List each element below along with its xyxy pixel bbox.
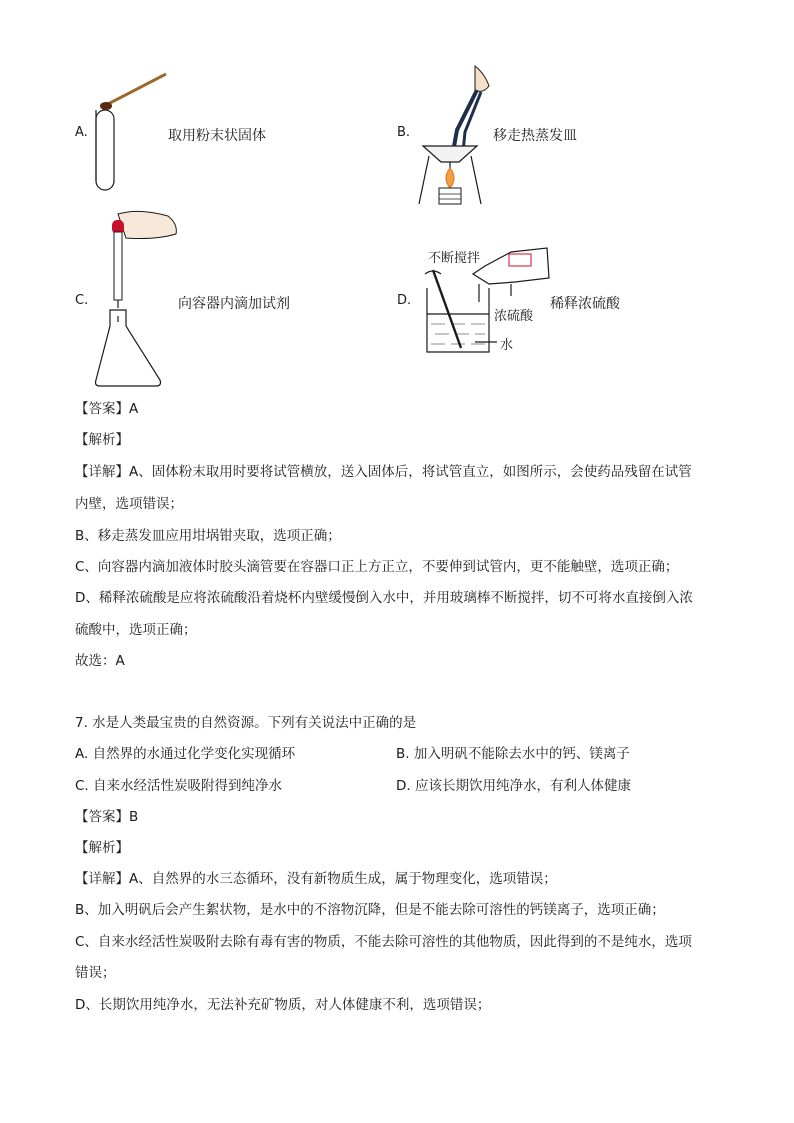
option-c-caption: 向容器内滴加试剂 (178, 296, 290, 312)
option-b-letter: B. (397, 125, 411, 140)
option-a-letter: A. (75, 125, 88, 140)
q7-choice-c: C. 自来水经活性炭吸附得到纯净水 (75, 778, 283, 794)
water-label: 水 (500, 338, 514, 353)
q7-analysis-heading: 【解析】 (75, 840, 129, 856)
option-c-letter: C. (75, 293, 89, 308)
stir-label: 不断搅拌 (428, 251, 481, 266)
q6-detail-line: 【详解】A、固体粉末取用时要将试管横放，送入固体后，将试管直立，如图所示，会使药品残留在试管 (75, 464, 692, 480)
q7-detail-line: B、加入明矾后会产生絮状物，是水中的不溶物沉降，但是不能去除可溶性的钙镁离子，选项正确； (75, 902, 665, 918)
q7-detail-line: 【详解】A、自然界的水三态循环，没有新物质生成，属于物理变化，选项错误； (75, 871, 557, 887)
q7-choice-b: B. 加入明矾不能除去水中的钙、镁离子 (396, 746, 630, 762)
q7-detail-line: D、长期饮用纯净水，无法补充矿物质，对人体健康不利，选项错误； (75, 997, 491, 1013)
q7-choice-d: D. 应该长期饮用纯净水，有利人体健康 (396, 778, 631, 794)
option-b-caption: 移走热蒸发皿 (493, 128, 577, 144)
q7-stem: 7. 水是人类最宝贵的自然资源。下列有关说法中正确的是 (75, 715, 417, 731)
q6-detail-line: B、移走蒸发皿应用坩埚钳夹取，选项正确； (75, 528, 341, 544)
test-tube-spatula-figure (88, 68, 178, 198)
dropper-flask-figure (90, 210, 182, 390)
q6-detail-line: 内壁，选项错误； (75, 496, 183, 512)
q6-detail-line: C、向容器内滴加液体时胶头滴管要在容器口正上方正立，不要伸到试管内，更不能触壁，选项正确； (75, 559, 679, 575)
q6-analysis-heading: 【解析】 (75, 432, 129, 448)
evaporating-dish-tripod-figure (415, 60, 495, 208)
q7-answer: 【答案】B (75, 809, 139, 825)
q7-detail-line: 错误； (75, 965, 116, 981)
option-d-caption: 稀释浓硫酸 (550, 296, 620, 312)
q6-detail-line: D、稀释浓硫酸是应将浓硫酸沿着烧杯内壁缓慢倒入水中，并用玻璃棒不断搅拌，切不可将水直接倒入浓 (75, 590, 693, 606)
q6-answer: 【答案】A (75, 401, 139, 417)
q7-choice-a: A. 自然界的水通过化学变化实现循环 (75, 746, 296, 762)
option-d-letter: D. (397, 293, 412, 308)
q6-detail-line: 硫酸中，选项正确； (75, 622, 197, 638)
q7-detail-line: C、自来水经活性炭吸附去除有毒有害的物质，不能去除可溶性的其他物质，因此得到的不是纯水，选项 (75, 934, 692, 950)
option-a-caption: 取用粉末状固体 (168, 128, 266, 144)
q6-conclusion: 故选：A (75, 653, 125, 669)
acid-label: 浓硫酸 (494, 309, 534, 324)
